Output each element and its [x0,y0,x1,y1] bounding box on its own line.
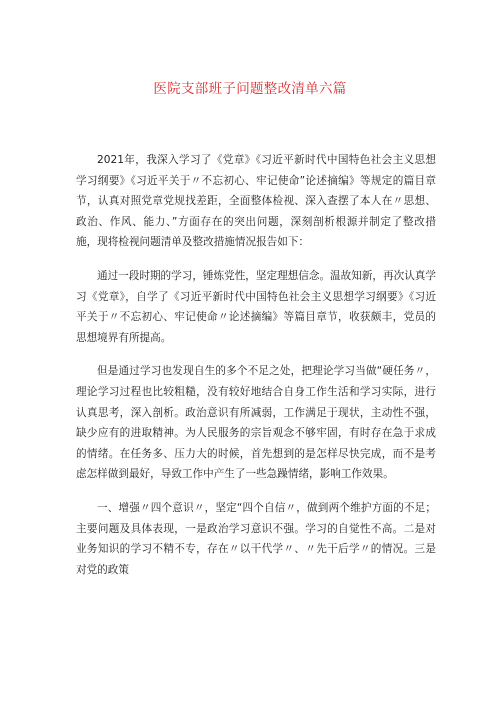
document-body [76,150,436,593]
paragraph-section-one: 一、增强〃四个意识〃，坚定“四个自信〃，做到两个维护方面的不足；主要问题及具体表现，一是政治学习意识不强。学习的自觉性不高。二是对业务知识的学习不精不专，存在〃以干代学〃、〃先干后学〃的情况。三是对党的政策 [76,501,436,576]
paragraph-study: 通过一段时期的学习，锤炼党性，坚定理想信念。温故知新，再次认真学习《党章》，自学了《习近平新时代中国特色社会主义思想学习纲要》《习近平关于〃不忘初心、牢记使命〃论述摘编》等篇目章节，收获颇丰，党员的思想境界有所提高。 [76,269,436,344]
paragraph-intro: 2021年，我深入学习了《党章》《习近平新时代中国特色社会主义思想学习纲要》《习近平关于〃不忘初心、牢记使命”论述摘编》等规定的篇目章节，认真对照党章党规找差距，全面整体检视、深入查摆了本人在〃思想、政治、作风、能力、”方面存在的突出问题，深刻剖析根源并制定了整改措施，现将检视问题清单及整改措施情况报告如下： [76,154,436,249]
document-title: 医院支部班子问题整改清单六篇 [153,81,347,97]
paragraph-shortcomings: 但是通过学习也发现自生的多个不足之处，把理论学习当做“硬任务〃，理论学习过程也比较粗糙，没有较好地结合自身工作生活和学习实际，进行认真思考，深入剖析。政治意识有所减弱，工作满足于现状，主动性不强，缺少应有的进取精神。为人民服务的宗旨观念不够牢固，有时存在急于求成的情绪。在任务多、压力大的时候，首先想到的是怎样尽快完成，而不是考虑怎样做到最好，导致工作中产生了一些急躁情绪，影响工作效果。 [76,365,436,481]
